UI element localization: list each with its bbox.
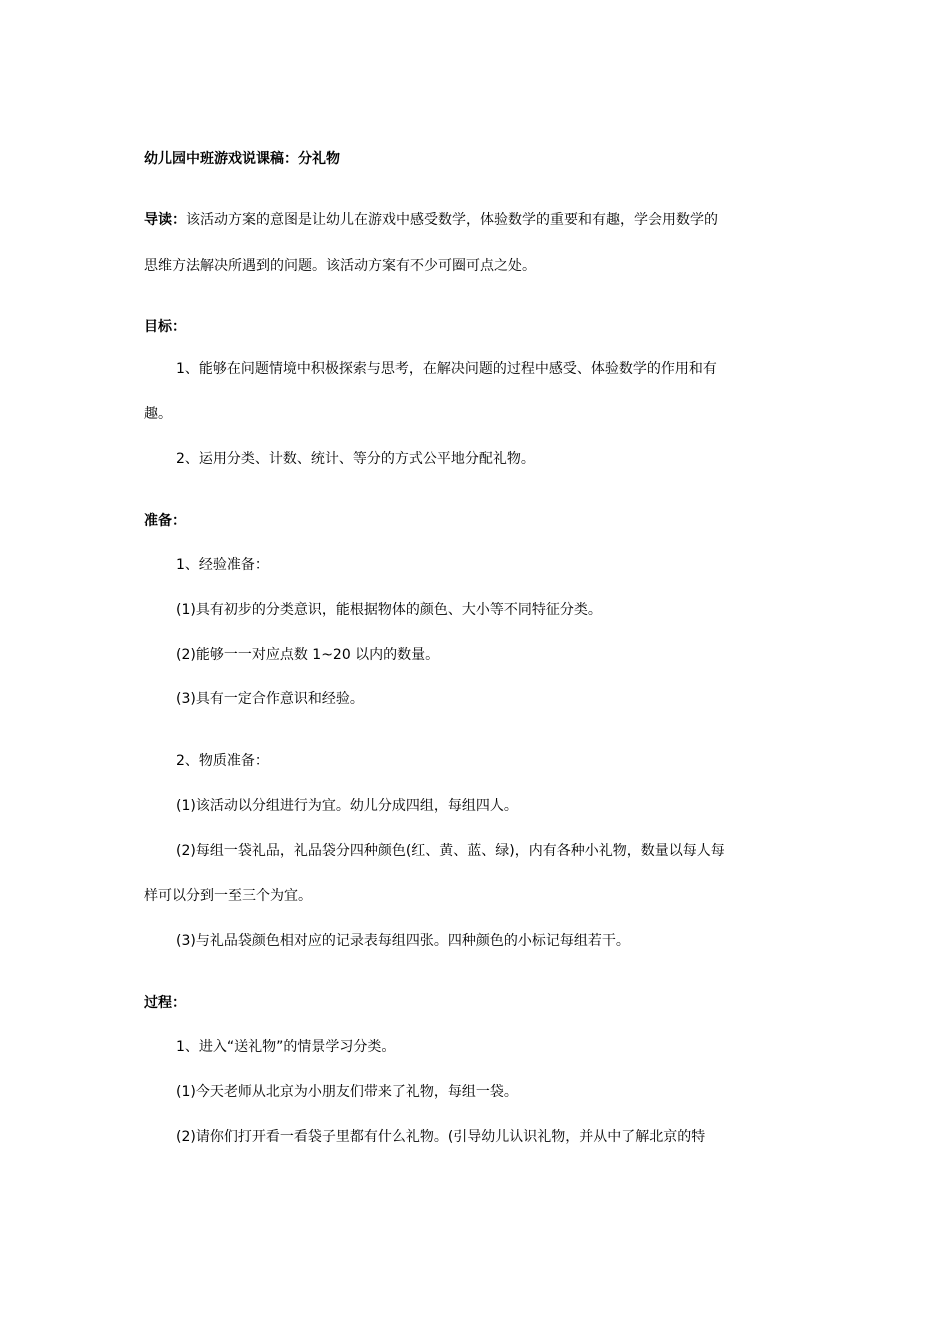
intro-label: 导读： [144,212,186,228]
experience-prep-heading: 1、经验准备： [176,557,269,573]
experience-prep-item-3: (3)具有一定合作意识和经验。 [176,691,364,707]
goal-item-1-line-1: 1、能够在问题情境中积极探索与思考，在解决问题的过程中感受、体验数学的作用和有 [176,361,717,377]
document-title: 幼儿园中班游戏说课稿：分礼物 [144,151,340,167]
intro-text-2: 思维方法解决所遇到的问题。该活动方案有不少可圈可点之处。 [144,258,536,274]
intro-text-1: 该活动方案的意图是让幼儿在游戏中感受数学，体验数学的重要和有趣，学会用数学的 [186,212,718,228]
material-prep-item-2-line-2: 样可以分到一至三个为宜。 [144,888,312,904]
goal-item-1-line-2: 趣。 [144,406,172,422]
material-prep-heading: 2、物质准备： [176,753,269,769]
material-prep-item-2-line-1: (2)每组一袋礼品，礼品袋分四种颜色(红、黄、蓝、绿)，内有各种小礼物，数量以每人每 [176,843,725,859]
material-prep-item-1: (1)该活动以分组进行为宜。幼儿分成四组，每组四人。 [176,798,518,814]
process-heading: 过程： [144,995,186,1011]
experience-prep-item-1: (1)具有初步的分类意识，能根据物体的颜色、大小等不同特征分类。 [176,602,602,618]
experience-prep-item-2: (2)能够一一对应点数 1~20 以内的数量。 [176,647,440,663]
preparation-heading: 准备： [144,513,186,529]
process-step-1-item-1: (1)今天老师从北京为小朋友们带来了礼物，每组一袋。 [176,1084,518,1100]
goals-heading: 目标： [144,319,186,335]
process-step-1-item-2: (2)请你们打开看一看袋子里都有什么礼物。(引导幼儿认识礼物，并从中了解北京的特 [176,1129,706,1145]
intro-paragraph-line-1 [144,211,718,229]
goal-item-2: 2、运用分类、计数、统计、等分的方式公平地分配礼物。 [176,451,535,467]
material-prep-item-3: (3)与礼品袋颜色相对应的记录表每组四张。四种颜色的小标记每组若干。 [176,933,630,949]
process-step-1: 1、进入“送礼物”的情景学习分类。 [176,1039,396,1055]
